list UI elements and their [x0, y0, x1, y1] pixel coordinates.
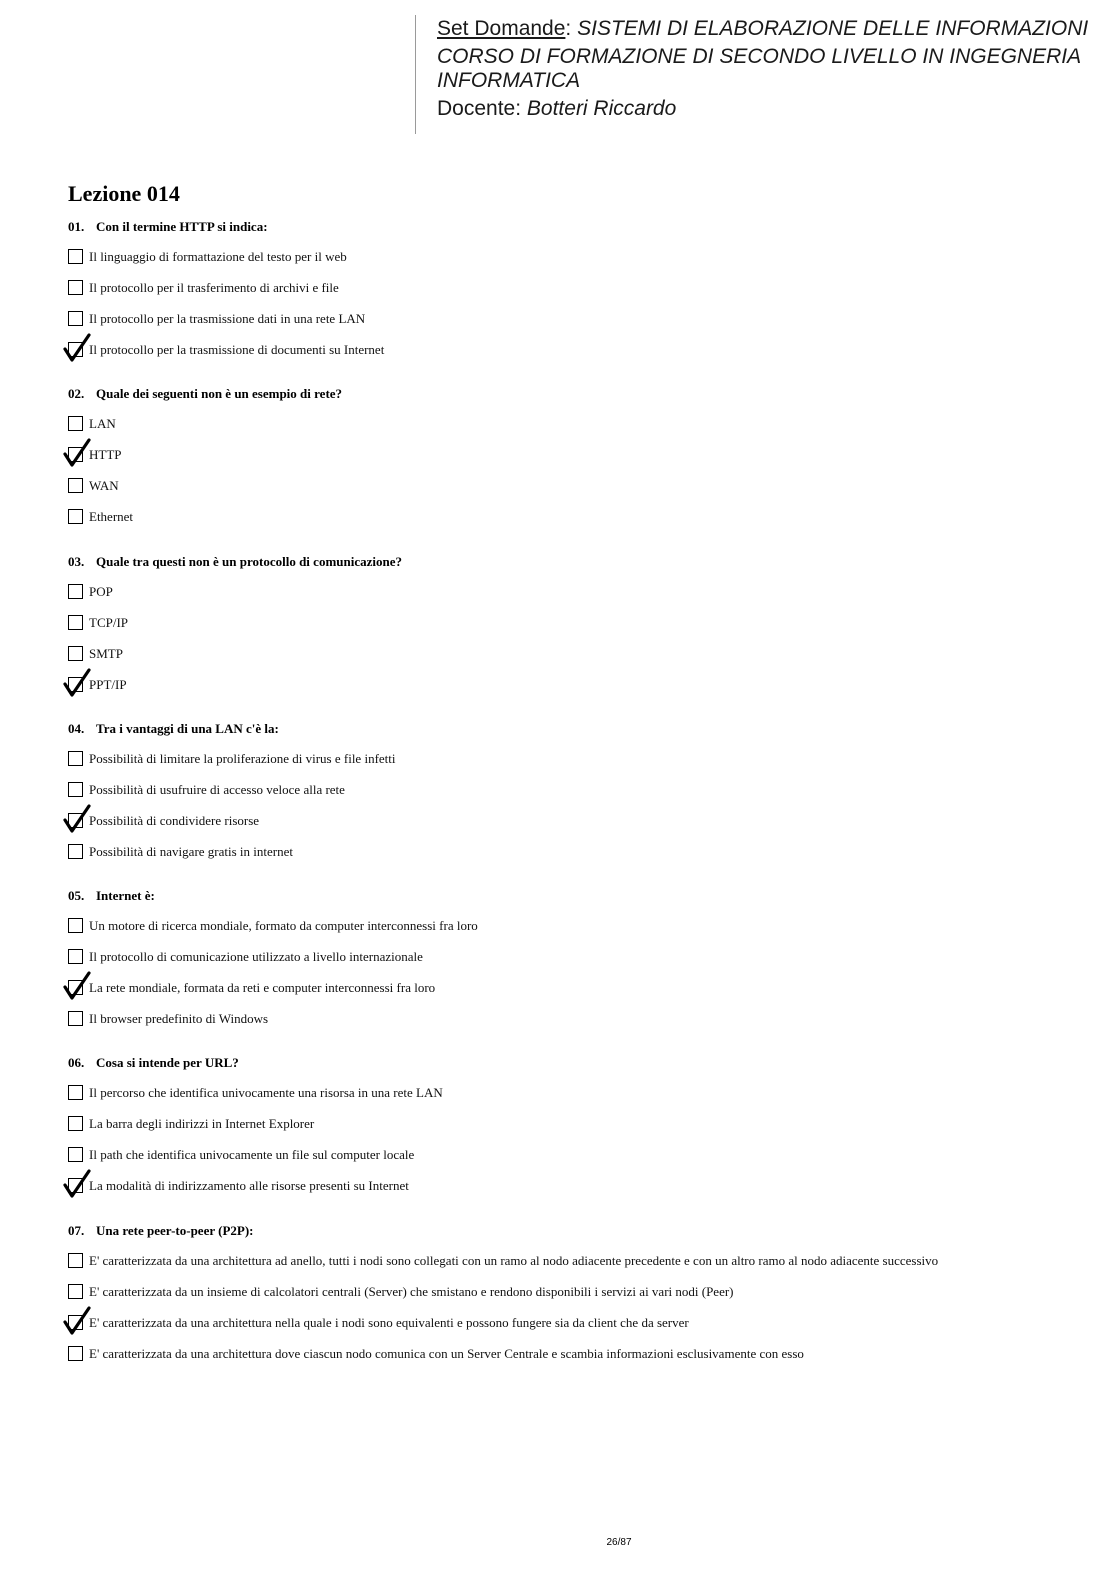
answer-option — [68, 341, 1088, 372]
checkbox — [68, 677, 83, 692]
page-number: 26/87 — [606, 1537, 632, 1548]
answer-option — [68, 676, 1088, 707]
question-text: Una rete peer-to-peer (P2P): — [96, 1223, 254, 1238]
question-number: 03. — [68, 554, 85, 569]
answer-option — [68, 1345, 1088, 1376]
answer-text: POP — [89, 584, 113, 599]
answer-text: TCP/IP — [89, 615, 129, 630]
set-colon: : — [565, 17, 572, 40]
answer-option — [68, 1010, 1088, 1041]
answer-text: La rete mondiale, formata da reti e computer interconnessi fra loro — [89, 980, 436, 995]
answer-text: PPT/IP — [89, 677, 127, 692]
answer-text: La modalità di indirizzamento alle risorse presenti su Internet — [89, 1178, 409, 1193]
answer-text: Possibilità di usufruire di accesso veloce alla rete — [89, 782, 345, 797]
question-number: 06. — [68, 1055, 85, 1070]
header-subtitle-line — [437, 45, 1107, 93]
checkbox — [68, 447, 83, 462]
header-set-line — [437, 16, 1107, 42]
checkbox — [68, 844, 83, 859]
question-text: Cosa si intende per URL? — [96, 1055, 239, 1070]
question-text: Con il termine HTTP si indica: — [96, 219, 268, 234]
answer-text: Il path che identifica univocamente un file sul computer locale — [89, 1147, 415, 1162]
question-number: 01. — [68, 219, 85, 234]
question-text: Quale tra questi non è un protocollo di comunicazione? — [96, 554, 402, 569]
header-divider — [415, 15, 416, 134]
answer-option — [68, 917, 1088, 948]
answer-option — [68, 1252, 1088, 1283]
question-title — [68, 1054, 1088, 1072]
checkbox — [68, 1284, 83, 1299]
answer-text: WAN — [89, 478, 119, 493]
answer-option — [68, 248, 1088, 279]
course-subtitle: CORSO DI FORMAZIONE DI SECONDO LIVELLO IN INGEGNERIA INFORMATICA — [437, 45, 1081, 92]
question-block — [68, 887, 1088, 1041]
checkbox — [68, 813, 83, 828]
checkbox — [68, 478, 83, 493]
question-block — [68, 553, 1088, 707]
teacher-name: Botteri Riccardo — [526, 97, 677, 120]
answer-option — [68, 279, 1088, 310]
checkbox — [68, 1346, 83, 1361]
teacher-label: Docente: — [437, 97, 522, 120]
checkbox — [68, 1116, 83, 1131]
checkbox — [68, 509, 83, 524]
answer-option — [68, 508, 1088, 539]
checkbox — [68, 1085, 83, 1100]
question-block — [68, 720, 1088, 874]
answer-text: E' caratterizzata da una architettura nella quale i nodi sono equivalenti e possono fungere sia da client che da server — [89, 1315, 689, 1330]
answer-option — [68, 310, 1088, 341]
answer-text: E' caratterizzata da una architettura dove ciascun nodo comunica con un Server Centrale e scambia informazioni esclusivamente con esso — [89, 1346, 804, 1361]
checkbox — [68, 980, 83, 995]
question-title — [68, 218, 1088, 236]
question-text: Tra i vantaggi di una LAN c'è la: — [96, 721, 279, 736]
answer-option — [68, 948, 1088, 979]
question-number: 07. — [68, 1223, 85, 1238]
answer-option — [68, 812, 1088, 843]
answer-option — [68, 843, 1088, 874]
checkbox — [68, 1178, 83, 1193]
checkbox — [68, 949, 83, 964]
answer-text: La barra degli indirizzi in Internet Explorer — [89, 1116, 315, 1131]
answer-text: HTTP — [89, 447, 122, 462]
checkbox — [68, 311, 83, 326]
answer-option — [68, 446, 1088, 477]
answer-text: Possibilità di condividere risorse — [89, 813, 260, 828]
checkbox — [68, 342, 83, 357]
answer-text: E' caratterizzata da una architettura ad anello, tutti i nodi sono collegati con un ramo al nodo adiacente precedente e con un altro ramo al nodo adiacente successivo — [89, 1253, 939, 1268]
checkbox — [68, 646, 83, 661]
answer-option — [68, 477, 1088, 508]
question-title — [68, 887, 1088, 905]
checkbox — [68, 416, 83, 431]
answer-option — [68, 1084, 1088, 1115]
question-text: Quale dei seguenti non è un esempio di rete? — [96, 386, 343, 401]
question-text: Internet è: — [96, 888, 155, 903]
answer-text: Possibilità di navigare gratis in internet — [89, 844, 293, 859]
answer-text: Ethernet — [89, 509, 134, 524]
checkbox — [68, 1011, 83, 1026]
answer-option — [68, 1146, 1088, 1177]
question-title — [68, 553, 1088, 571]
answer-option — [68, 750, 1088, 781]
checkbox — [68, 751, 83, 766]
header-teacher-line — [437, 96, 1107, 122]
question-number: 05. — [68, 888, 85, 903]
question-number: 04. — [68, 721, 85, 736]
answer-text: Il protocollo per il trasferimento di archivi e file — [89, 280, 339, 295]
set-label: Set Domande — [437, 17, 566, 40]
answer-option — [68, 979, 1088, 1010]
document-header — [437, 16, 1107, 122]
checkbox — [68, 249, 83, 264]
answer-text: Un motore di ricerca mondiale, formato da computer interconnessi fra loro — [89, 918, 478, 933]
question-number: 02. — [68, 386, 85, 401]
answer-text: Il browser predefinito di Windows — [89, 1011, 269, 1026]
question-block — [68, 1222, 1088, 1376]
answer-option — [68, 583, 1088, 614]
answer-text: E' caratterizzata da un insieme di calcolatori centrali (Server) che smistano e rendono disponibili i servizi ai vari nodi (Peer) — [89, 1284, 734, 1299]
answer-text: SMTP — [89, 646, 123, 661]
checkbox — [68, 584, 83, 599]
checkbox — [68, 918, 83, 933]
question-block — [68, 1054, 1088, 1208]
question-title — [68, 1222, 1088, 1240]
question-title — [68, 720, 1088, 738]
answer-option — [68, 1283, 1088, 1314]
answer-text: Possibilità di limitare la proliferazione di virus e file infetti — [89, 751, 396, 766]
answer-option — [68, 614, 1088, 645]
checkbox — [68, 782, 83, 797]
question-title — [68, 385, 1088, 403]
answer-text: Il protocollo per la trasmissione di documenti su Internet — [89, 342, 385, 357]
answer-text: Il linguaggio di formattazione del testo per il web — [89, 249, 347, 264]
answer-text: Il percorso che identifica univocamente una risorsa in una rete LAN — [89, 1085, 443, 1100]
checkbox — [68, 1147, 83, 1162]
answer-option — [68, 1115, 1088, 1146]
answer-text: Il protocollo di comunicazione utilizzato a livello internazionale — [89, 949, 423, 964]
answer-option — [68, 415, 1088, 446]
question-block — [68, 218, 1088, 372]
checkbox — [68, 1253, 83, 1268]
answer-option — [68, 645, 1088, 676]
checkbox — [68, 280, 83, 295]
answer-option — [68, 781, 1088, 812]
answer-option — [68, 1314, 1088, 1345]
lesson-title: Lezione 014 — [68, 181, 180, 206]
course-name: SISTEMI DI ELABORAZIONE DELLE INFORMAZIONI — [577, 17, 1089, 40]
checkbox — [68, 1315, 83, 1330]
answer-text: LAN — [89, 416, 116, 431]
answer-option — [68, 1177, 1088, 1208]
question-block — [68, 385, 1088, 539]
answer-text: Il protocollo per la trasmissione dati in una rete LAN — [89, 311, 366, 326]
checkbox — [68, 615, 83, 630]
